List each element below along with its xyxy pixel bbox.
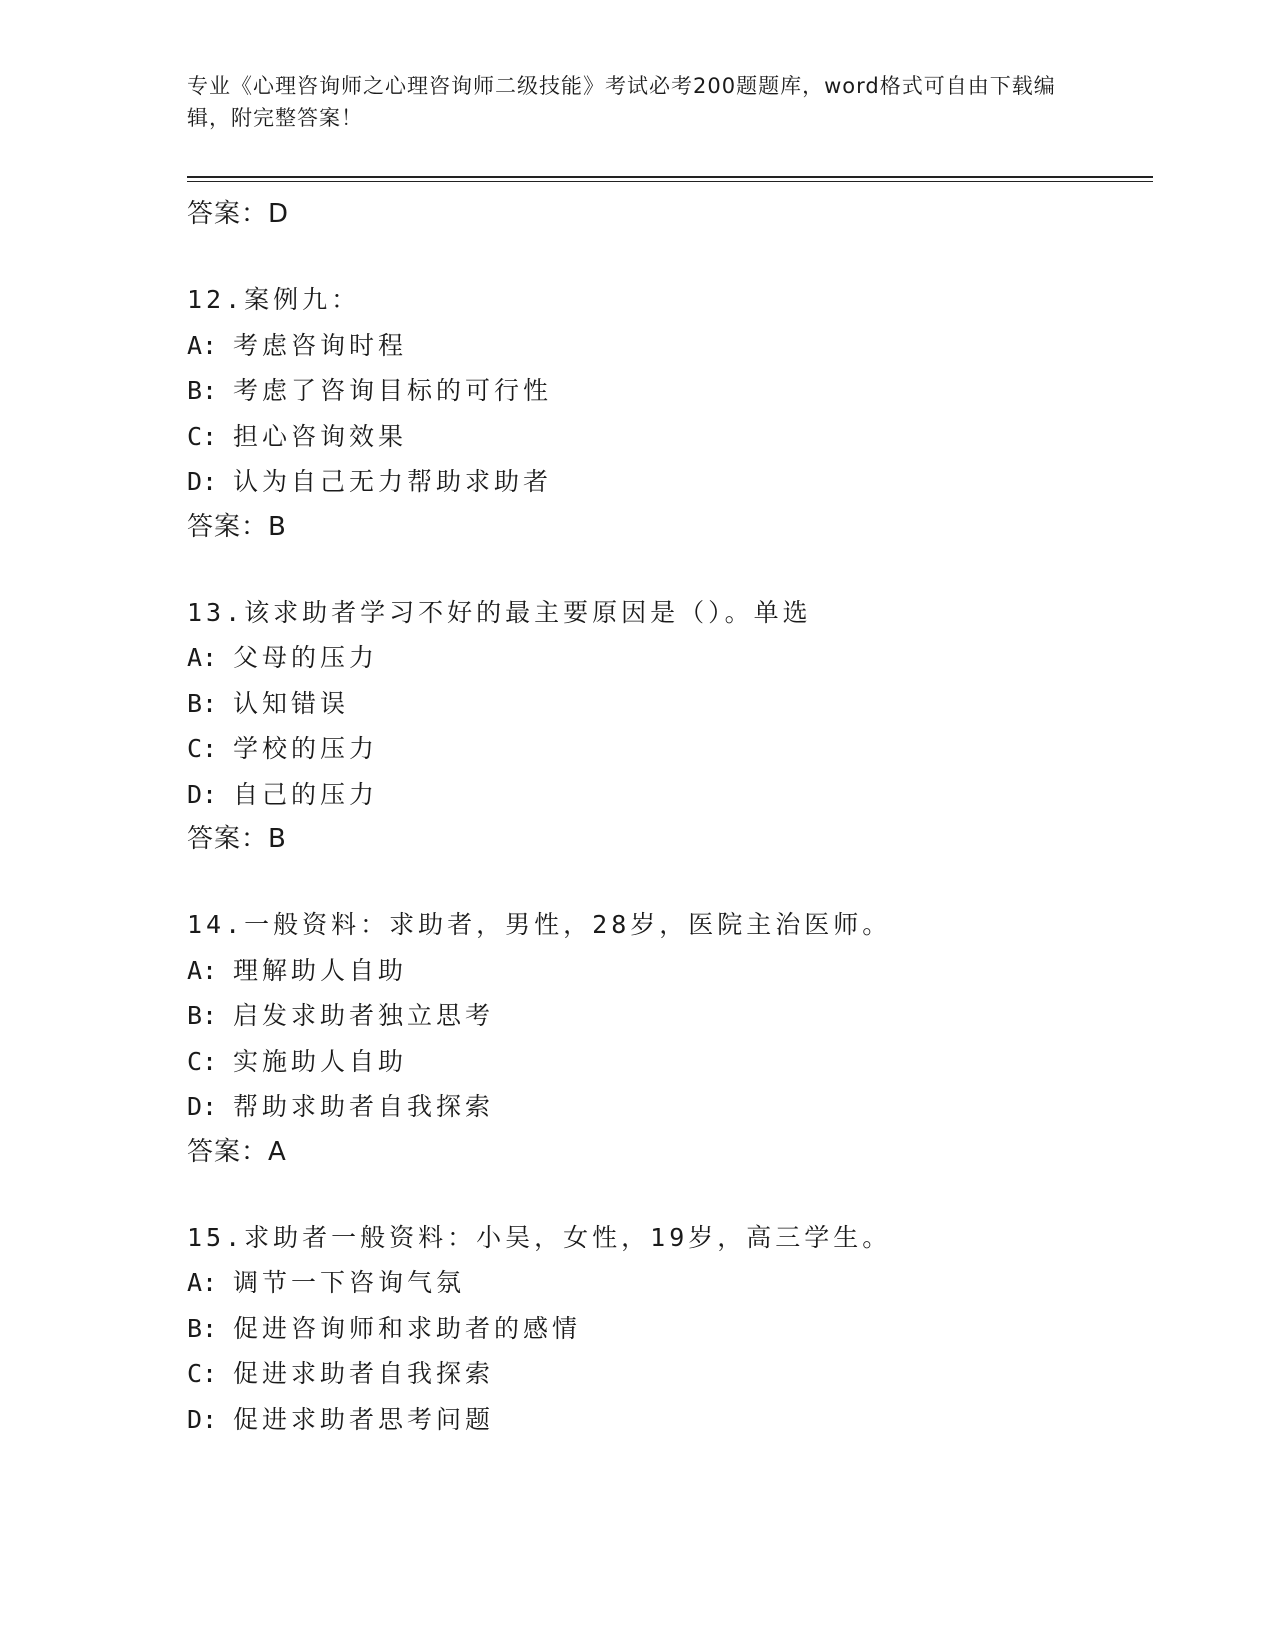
option-letter: B:	[187, 376, 218, 405]
option-text: 促进求助者自我探索	[233, 1359, 495, 1388]
option-c	[187, 1351, 1147, 1397]
option-d	[187, 1397, 1147, 1443]
option-text: 帮助求助者自我探索	[233, 1092, 495, 1121]
option-text: 促进求助者思考问题	[233, 1404, 495, 1434]
option-text: 促进咨询师和求助者的感情	[233, 1313, 582, 1343]
question-title: 13.该求助者学习不好的最主要原因是（）。单选	[187, 597, 812, 627]
option-text: 认知错误	[233, 688, 350, 718]
option-letter: A:	[187, 955, 218, 985]
option-a	[187, 635, 1147, 681]
option-text: 理解助人自助	[233, 955, 408, 985]
option-text: 自己的压力	[233, 779, 379, 809]
document-header: 专业《心理咨询师之心理咨询师二级技能》考试必考200题题库，word格式可自由下载编辑，附完整答案！	[187, 74, 1056, 130]
option-text: 实施助人自助	[233, 1046, 408, 1076]
option-letter: D:	[187, 1404, 218, 1434]
option-letter: B:	[187, 688, 218, 718]
option-text: 学校的压力	[233, 734, 379, 763]
option-b	[187, 368, 1147, 414]
option-c	[187, 414, 1147, 460]
document-page	[187, 70, 1147, 1442]
header-divider	[187, 176, 1153, 182]
question-title: 12.案例九：	[187, 285, 361, 314]
question-15	[187, 1215, 1147, 1443]
question-title: 14.一般资料：求助者，男性，28岁，医院主治医师。	[187, 910, 892, 939]
option-letter: D:	[187, 779, 218, 809]
option-a	[187, 948, 1147, 994]
question-13	[187, 590, 1147, 863]
question-14	[187, 902, 1147, 1175]
option-letter: C:	[187, 1046, 218, 1076]
answer-line: 答案：B	[187, 824, 287, 854]
question-title: 15.求助者一般资料：小吴，女性，19岁，高三学生。	[187, 1222, 892, 1252]
option-a	[187, 323, 1147, 369]
option-c	[187, 726, 1147, 772]
option-text: 考虑咨询时程	[233, 330, 408, 360]
option-text: 担心咨询效果	[233, 421, 408, 451]
option-text: 父母的压力	[233, 643, 379, 672]
option-b	[187, 1306, 1147, 1352]
option-b	[187, 681, 1147, 727]
option-text: 调节一下咨询气氛	[233, 1268, 466, 1297]
option-letter: C:	[187, 1359, 218, 1388]
option-c	[187, 1039, 1147, 1085]
option-text: 考虑了咨询目标的可行性	[233, 376, 553, 405]
option-letter: A:	[187, 330, 218, 360]
option-a	[187, 1260, 1147, 1306]
option-letter: B:	[187, 1313, 218, 1343]
answer-line: 答案：B	[187, 511, 287, 542]
answer-line: 答案：D	[187, 199, 290, 229]
option-letter: A:	[187, 643, 218, 672]
option-letter: C:	[187, 421, 218, 451]
option-text: 认为自己无力帮助求助者	[233, 467, 553, 496]
option-text: 启发求助者独立思考	[233, 1001, 495, 1030]
option-letter: D:	[187, 467, 218, 496]
option-letter: A:	[187, 1268, 218, 1297]
option-d	[187, 459, 1147, 505]
option-letter: B:	[187, 1001, 218, 1030]
option-letter: D:	[187, 1092, 218, 1121]
option-b	[187, 993, 1147, 1039]
option-letter: C:	[187, 734, 218, 763]
option-d	[187, 772, 1147, 818]
option-d	[187, 1084, 1147, 1130]
question-12	[187, 277, 1147, 550]
answer-line: 答案：A	[187, 1136, 287, 1167]
